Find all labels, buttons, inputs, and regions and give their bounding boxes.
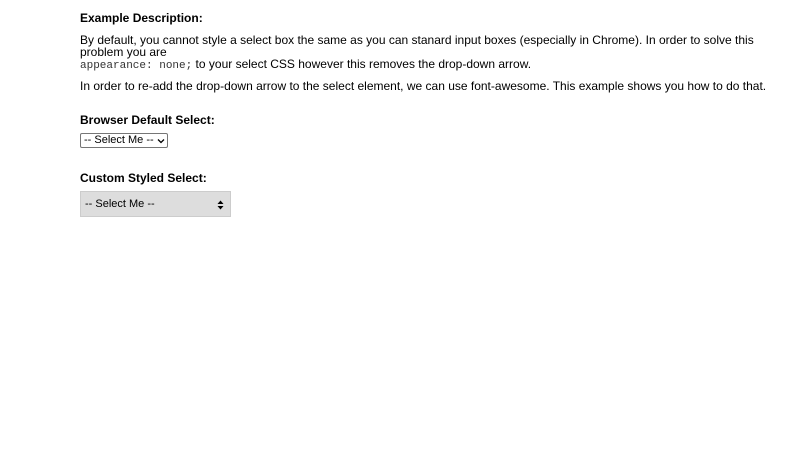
description-text-after: to your select CSS however this removes the drop-down arrow. xyxy=(192,57,532,71)
browser-default-heading: Browser Default Select: xyxy=(80,113,215,127)
browser-default-select-value: -- Select Me -- xyxy=(84,134,154,146)
sort-icon xyxy=(217,200,224,210)
browser-default-select[interactable] xyxy=(80,133,168,148)
appearance-code: appearance: none; xyxy=(80,60,193,72)
description-paragraph-1 xyxy=(80,34,780,72)
chevron-down-icon xyxy=(157,137,165,145)
custom-styled-heading: Custom Styled Select: xyxy=(80,171,207,185)
page-content xyxy=(80,11,780,217)
description-text-before: By default, you cannot style a select box the same as you can stanard input boxes (especially in Chrome). In order to solve this problem you are xyxy=(80,33,754,59)
custom-styled-select[interactable] xyxy=(80,191,231,217)
custom-styled-select-value: -- Select Me -- xyxy=(85,198,155,210)
description-paragraph-2: In order to re-add the drop-down arrow to the select element, we can use font-awesome. This example shows you how to do that. xyxy=(80,79,767,93)
description-heading: Example Description: xyxy=(80,11,203,25)
